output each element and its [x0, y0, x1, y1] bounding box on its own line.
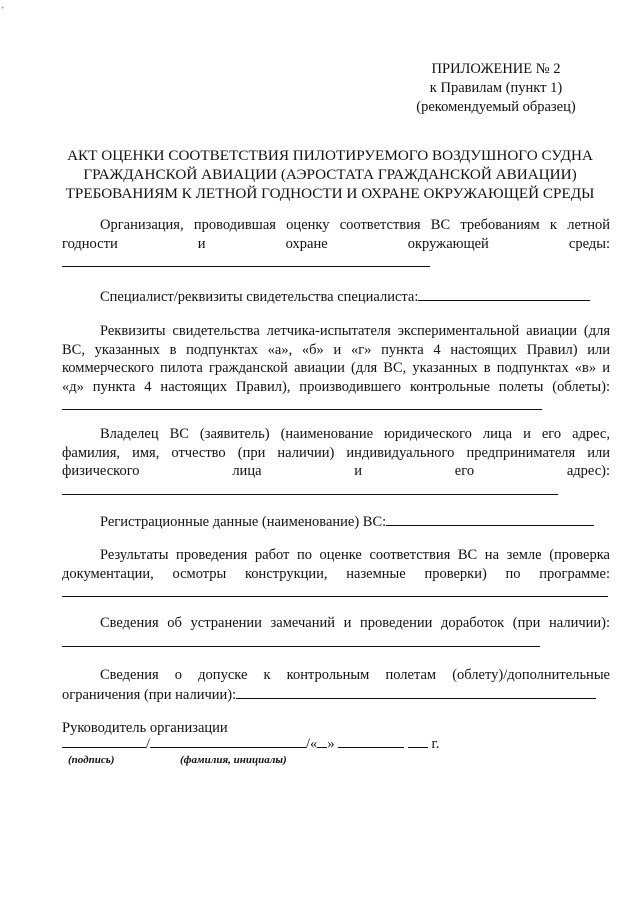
year-suffix: г.: [431, 736, 440, 752]
title-line-1: АКТ ОЦЕНКИ СООТВЕТСТВИЯ ПИЛОТИРУЕМОГО ВОЗДУШНОГО СУДНА: [67, 147, 593, 164]
title-line-3: ТРЕБОВАНИЯМ К ЛЕТНОЙ ГОДНОСТИ И ОХРАНЕ ОКРУЖАЮЩЕЙ СРЕДЫ: [65, 185, 595, 202]
date-close: »: [327, 736, 335, 752]
document-title: [50, 146, 610, 203]
specialist-label: Специалист/реквизиты свидетельства специалиста:: [100, 289, 419, 305]
registration-label: Регистрационные данные (наименование) ВС:: [100, 514, 387, 530]
appendix-number: ПРИЛОЖЕНИЕ № 2: [431, 61, 561, 77]
corner-mark-icon: ·: [0, 0, 6, 17]
specialist-blank[interactable]: [418, 287, 590, 301]
admission-label: Сведения о допуске к контрольным полетам (облету)/дополнительные ограничения (при наличии):: [62, 667, 610, 703]
admission-field: [62, 666, 610, 704]
results-field: [62, 546, 610, 583]
organization-blank[interactable]: [62, 253, 430, 267]
registration-field: [62, 512, 610, 532]
signature-caption: (подпись): [68, 754, 115, 766]
pilot-label: Реквизиты свидетельства летчика-испытателя экспериментальной авиации (для ВС, указанных в подпунктах «а», «б» и «г» пункта 4 настоящих Правил) или коммерческого пилота гражданской авиации (для ВС, указанных в подпунктах «в» и «д» пункта 4 настоящих Правил), производившего контрольные полеты (облеты):: [62, 323, 610, 395]
specialist-field: [62, 287, 610, 307]
organization-field: [62, 216, 610, 273]
remarks-field: [62, 614, 610, 652]
signature-heading: Руководитель организации: [62, 720, 228, 736]
results-label: Результаты проведения работ по оценке соответствия ВС на земле (проверка документации, осмотры конструкции, наземные проверки) по программе:: [62, 547, 610, 582]
name-caption: (фамилия, инициалы): [180, 754, 287, 766]
admission-blank[interactable]: [236, 685, 596, 699]
year-blank[interactable]: [408, 734, 428, 748]
owner-field: [62, 425, 610, 500]
owner-label: Владелец ВС (заявитель) (наименование юридического лица и его адрес, фамилия, имя, отчество (при наличии) индивидуального предпринимателя или физического лица и его адрес):: [62, 426, 610, 479]
pilot-blank[interactable]: [62, 396, 542, 410]
title-line-2: ГРАЖДАНСКОЙ АВИАЦИИ (АЭРОСТАТА ГРАЖДАНСКОЙ АВИАЦИИ): [83, 166, 577, 183]
name-blank[interactable]: [150, 734, 306, 748]
results-blank[interactable]: [62, 596, 608, 597]
date-open: /«: [306, 736, 318, 752]
pilot-field: [62, 322, 610, 416]
appendix-block: [396, 60, 596, 117]
appendix-note: (рекомендуемый образец): [416, 99, 576, 115]
registration-blank[interactable]: [386, 512, 594, 526]
remarks-blank[interactable]: [62, 633, 540, 647]
organization-label: Организация, проводившая оценку соответствия ВС требованиям к летной годности и охране окружающей среды:: [62, 217, 610, 252]
owner-blank[interactable]: [62, 481, 558, 495]
month-blank[interactable]: [338, 734, 404, 748]
signature-slash: /: [146, 736, 151, 752]
signature-row: [62, 734, 462, 753]
appendix-reference: к Правилам (пункт 1): [429, 80, 563, 96]
signature-blank[interactable]: [62, 734, 146, 748]
day-blank[interactable]: [317, 734, 327, 748]
remarks-label: Сведения об устранении замечаний и проведении доработок (при наличии):: [100, 615, 610, 631]
